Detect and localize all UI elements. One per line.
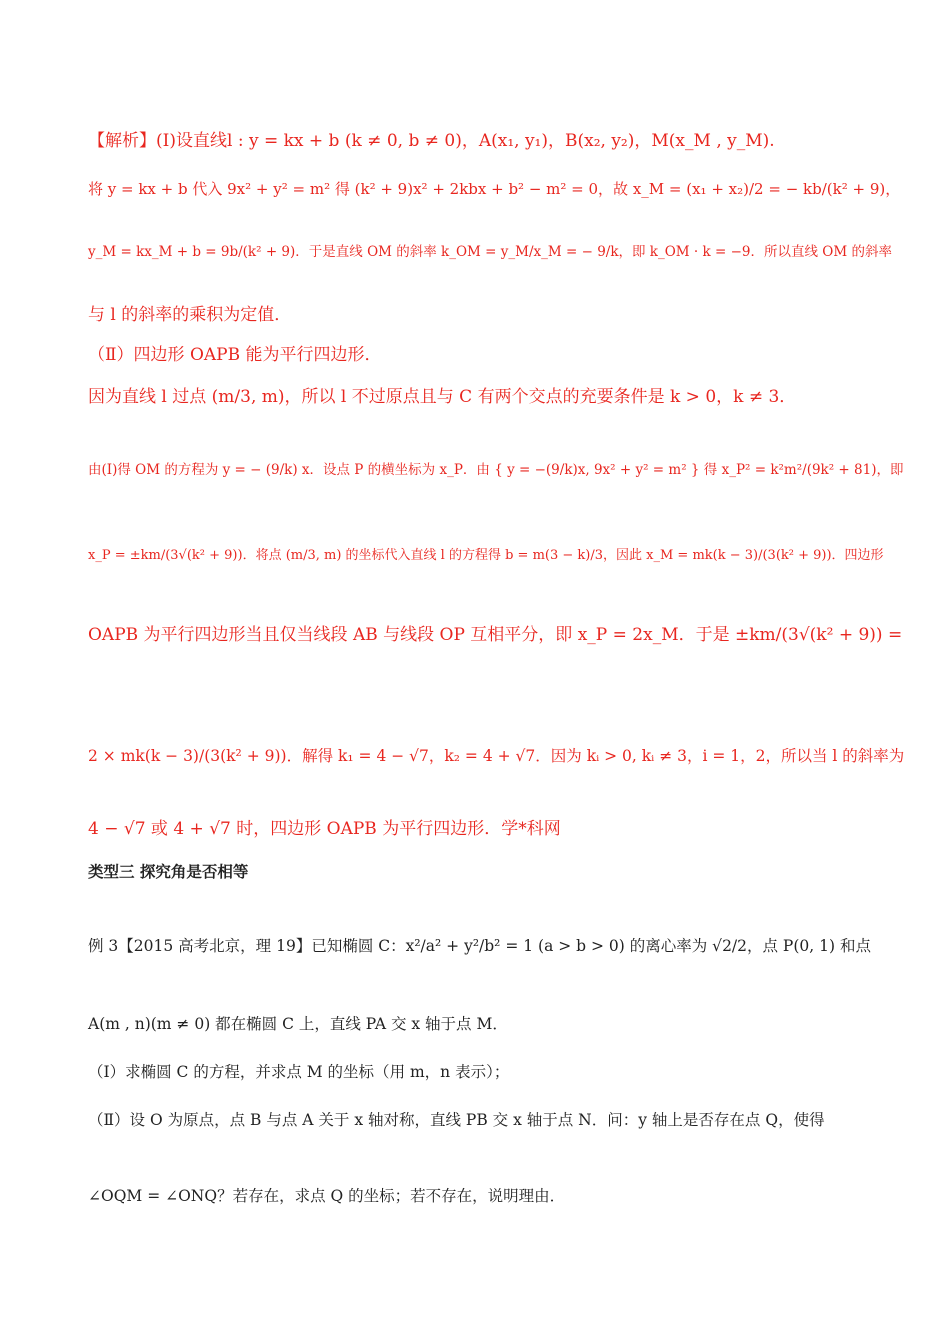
example-line-1: 例 3【2015 高考北京，理 19】已知椭圆 C：x²/a² + y²/b² = 1 (a > b > 0) 的离心率为 √2/2，点 P(0, 1) 和点	[88, 937, 871, 955]
example-line-2: A(m , n)(m ≠ 0) 都在椭圆 C 上，直线 PA 交 x 轴于点 M．	[88, 1015, 508, 1033]
solution-line-4: 与 l 的斜率的乘积为定值．	[88, 305, 292, 325]
solution-line-6: 因为直线 l 过点 (m/3, m)，所以 l 不过原点且与 C 有两个交点的充要条件是 k > 0，k ≠ 3．	[88, 387, 797, 407]
solution-line-1: 【解析】(Ⅰ)设直线l : y = kx + b (k ≠ 0, b ≠ 0)，A(x₁, y₁)，B(x₂, y₂)，M(x_M , y_M).	[88, 131, 775, 151]
solution-line-8: x_P = ±km/(3√(k² + 9))．将点 (m/3, m) 的坐标代入直线 l 的方程得 b = m(3 − k)/3，因此 x_M = mk(k − 3)/(3(k² + 9))．四边形	[88, 548, 884, 563]
solution-line-2: 将 y = kx + b 代入 9x² + y² = m² 得 (k² + 9)x² + 2kbx + b² − m² = 0，故 x_M = (x₁ + x₂)/2 = − kb/(k² + 9)，	[88, 180, 901, 198]
solution-line-9: OAPB 为平行四边形当且仅当线段 AB 与线段 OP 互相平分，即 x_P = 2x_M．于是 ±km/(3√(k² + 9)) =	[88, 625, 903, 645]
example-line-5: ∠OQM = ∠ONQ？若存在，求点 Q 的坐标；若不存在，说明理由．	[88, 1187, 566, 1205]
solution-line-11: 4 − √7 或 4 + √7 时，四边形 OAPB 为平行四边形．学*科网	[88, 819, 561, 839]
solution-line-7: 由(Ⅰ)得 OM 的方程为 y = − (9/k) x．设点 P 的横坐标为 x_P．由 { y = −(9/k)x, 9x² + y² = m² } 得 x_P² = k²m²/(9k² + 81)，即	[88, 462, 904, 478]
solution-line-10: 2 × mk(k − 3)/(3(k² + 9))．解得 k₁ = 4 − √7，k₂ = 4 + √7．因为 kᵢ > 0, kᵢ ≠ 3，i = 1，2，所以当 l 的斜率为	[88, 747, 905, 765]
solution-line-3: y_M = kx_M + b = 9b/(k² + 9)．于是直线 OM 的斜率 k_OM = y_M/x_M = − 9/k，即 k_OM · k = −9．所以直线 OM 的斜率	[88, 244, 892, 260]
section-heading: 类型三 探究角是否相等	[88, 862, 249, 881]
example-line-3: （Ⅰ）求椭圆 C 的方程，并求点 M 的坐标（用 m，n 表示）；	[88, 1063, 510, 1081]
solution-line-5: （Ⅱ）四边形 OAPB 能为平行四边形．	[88, 345, 382, 365]
example-line-4: （Ⅱ）设 O 为原点，点 B 与点 A 关于 x 轴对称，直线 PB 交 x 轴于点 N．问：y 轴上是否存在点 Q，使得	[88, 1111, 825, 1129]
